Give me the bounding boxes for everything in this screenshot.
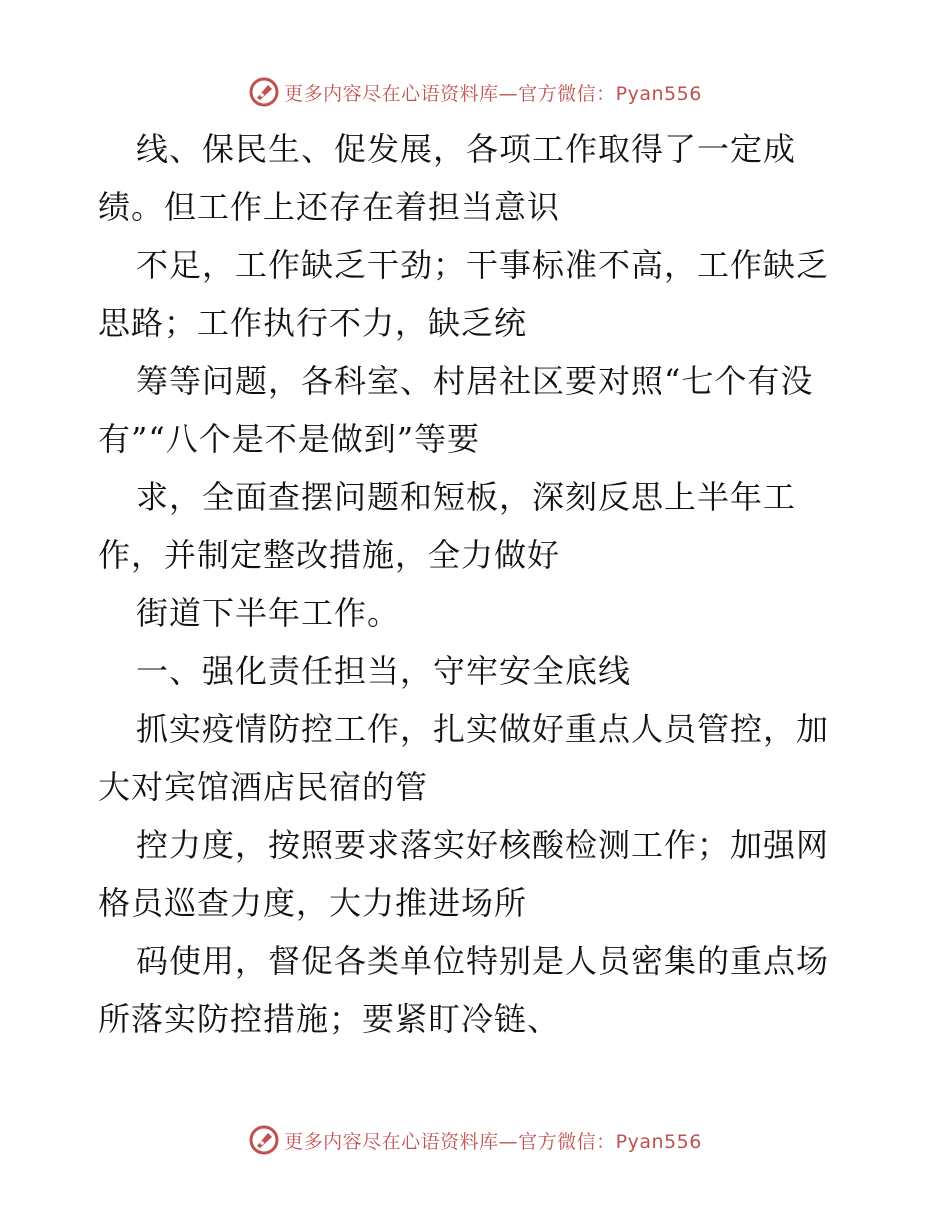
- body-line: 有”“八个是不是做到”等要: [98, 420, 481, 458]
- body-line: 筹等问题，各科室、村居社区要对照“七个有没: [136, 362, 814, 400]
- body-line: 所落实防控措施；要紧盯冷链、: [98, 1000, 561, 1038]
- section-heading: 一、强化责任担当，守牢安全底线: [136, 652, 632, 690]
- pen-nib-logo-icon: [248, 76, 280, 108]
- body-line: 码使用，督促各类单位特别是人员密集的重点场: [136, 942, 830, 980]
- body-line: 抓实疫情防控工作，扎实做好重点人员管控，加: [136, 710, 830, 748]
- body-line: 线、保民生、促发展，各项工作取得了一定成: [136, 130, 797, 168]
- body-line: 绩。但工作上还存在着担当意识: [98, 188, 561, 226]
- body-line: 不足，工作缺乏干劲；干事标准不高，工作缺乏: [136, 246, 830, 284]
- document-body: [98, 120, 858, 1048]
- body-line: 作，并制定整改措施，全力做好: [98, 536, 561, 574]
- body-line: 控力度，按照要求落实好核酸检测工作；加强网: [136, 826, 830, 864]
- body-line: 思路；工作执行不力，缺乏统: [98, 304, 528, 342]
- body-line: 求，全面查摆问题和短板，深刻反思上半年工: [136, 478, 797, 516]
- body-line: 大对宾馆酒店民宿的管: [98, 768, 429, 806]
- pen-nib-logo-icon: [248, 1124, 280, 1156]
- footer-banner-text: 更多内容尽在心语资料库—官方微信：Pyan556: [284, 1130, 702, 1153]
- body-line: 格员巡查力度，大力推进场所: [98, 884, 528, 922]
- header-banner-text: 更多内容尽在心语资料库—官方微信：Pyan556: [284, 82, 702, 105]
- body-line: 街道下半年工作。: [136, 594, 401, 632]
- footer-banner: [0, 1120, 950, 1160]
- header-banner: [0, 72, 950, 112]
